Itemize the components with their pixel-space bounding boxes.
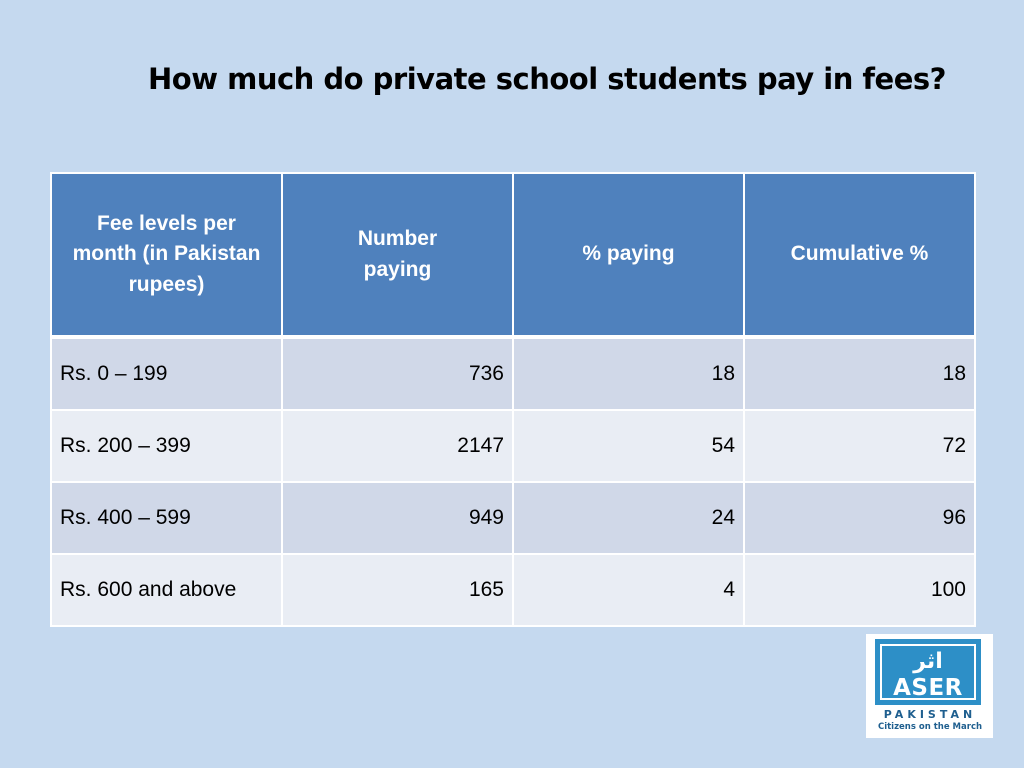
- table-row: [51, 410, 975, 482]
- cumulative-percent-cell: 100: [744, 554, 975, 626]
- logo-mark: [875, 639, 981, 705]
- logo-tagline: Citizens on the March: [877, 722, 983, 732]
- fee-table: [50, 172, 976, 627]
- table-row: [51, 337, 975, 410]
- fee-level-cell: Rs. 400 – 599: [51, 482, 282, 554]
- header-fee-levels: Fee levels per month (in Pakistan rupees): [51, 173, 282, 337]
- slide-title: How much do private school students pay in fees?: [148, 62, 946, 96]
- percent-paying-cell: 54: [513, 410, 744, 482]
- header-cumulative-percent: Cumulative %: [744, 173, 975, 337]
- logo-country: PAKISTAN: [883, 708, 977, 721]
- number-paying-cell: 736: [282, 337, 513, 410]
- cumulative-percent-cell: 72: [744, 410, 975, 482]
- fee-level-cell: Rs. 200 – 399: [51, 410, 282, 482]
- logo-name: ASER: [893, 675, 963, 701]
- aser-pakistan-logo: [866, 634, 993, 738]
- table-header-row: [51, 173, 975, 337]
- table-row: [51, 554, 975, 626]
- percent-paying-cell: 4: [513, 554, 744, 626]
- fee-level-cell: Rs. 600 and above: [51, 554, 282, 626]
- fee-level-cell: Rs. 0 – 199: [51, 337, 282, 410]
- number-paying-cell: 2147: [282, 410, 513, 482]
- table-row: [51, 482, 975, 554]
- percent-paying-cell: 24: [513, 482, 744, 554]
- header-number-paying: Number paying: [282, 173, 513, 337]
- cumulative-percent-cell: 96: [744, 482, 975, 554]
- header-percent-paying: % paying: [513, 173, 744, 337]
- percent-paying-cell: 18: [513, 337, 744, 410]
- logo-urdu-text: اثر: [913, 649, 943, 674]
- number-paying-cell: 949: [282, 482, 513, 554]
- number-paying-cell: 165: [282, 554, 513, 626]
- cumulative-percent-cell: 18: [744, 337, 975, 410]
